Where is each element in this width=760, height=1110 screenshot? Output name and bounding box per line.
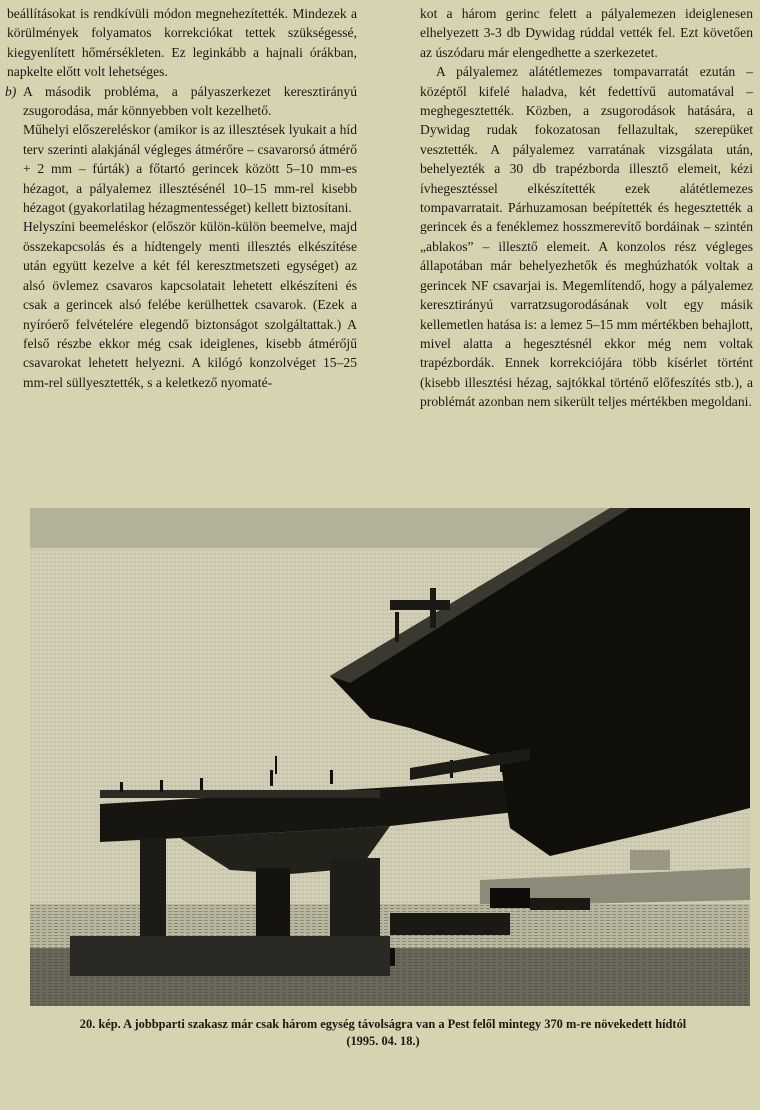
list-item-text: A második probléma, a pályaszerkezet keresztirányú zsugorodása, már könnyebben volt kezelhető.: [23, 83, 357, 119]
paragraph-site-lifting: Helyszíni beemeléskor (először külön-külön beemelve, majd összekapcsolás és a hídtengely menti illesztés elkészítése után együtt kezelve a két fél keresztmetszeti egységet) az alsó övlemez csavaros kapcsolatait lehetett elkészíteni és csak a gerincek alsó felébe kerülhettek csavarok. (Ezek a nyíróerő felvételére elegendő biztonságot szolgáltattak.) A felső részbe ekkor még csak ideiglenes, kisebb átmérőjű csavarokat lehetett helyezni. A kilógó konzolvéget 15–25 mm-rel süllyesztették, s a keletkező nyomaté-: [23, 219, 357, 390]
figure-caption: [18, 1016, 748, 1050]
paragraph-welding: A pályalemez alátétlemezes tompavarratát ezután – középtől kifelé haladva, két fedettívű automatával – meghegesztették. Közben, a zsugorodások hatására, a Dywidag rudak fokozatosan fellazultak, szerepüket vesztették. A pályalemez varratának vizsgálata után, behelyezték a 30 db trapézborda illesztő elemeit, kézi ívhegesztéssel elkészítették ezek alátétlemezes tompavarratait. Párhuzamosan beépítették és hegesztették a gerincek és a fenéklemez hosszmerevítő bordáinak – szintén „ablakos” – illesztő elemeit. A konzolos rész végleges állapotában már behelyezhetők és meghúzhatók voltak a gerincek NF csavarjai is. Megemlítendő, hogy a pályalemez keresztirányú varratzsugorodásának volt egy másik kellemetlen hatása is: a lemez 5–15 mm mértékben behajlott, mivel alatta a hegesztésnél ekkor még nem voltak trapézbordák. Ennek korrekciójára több kísérlet történt (kisebb illesztési hézag, sajtókkal történő előfeszítés stb.), a problémát azonban nem sikerült teljes mértékben megoldani.: [420, 64, 753, 410]
caption-line-1: 20. kép. A jobbparti szakasz már csak három egység távolságra van a Pest felől mintegy 370 m-re növekedett hídtól: [79, 1017, 687, 1031]
list-marker: b): [5, 83, 17, 99]
list-item-b: [7, 82, 357, 121]
bridge-photo-illustration: [30, 508, 750, 1006]
right-text-column: [420, 4, 753, 412]
paragraph-continuation: beállításokat is rendkívüli módon megnehezítették. Mindezek a körülmények folyamatos korrekciókat tettek szükségessé, kiegyenlített hőmérsékleten. Ez leginkább a hajnali órákban, napkelte előtt volt lehetséges.: [7, 6, 357, 80]
paragraph-continuation-right: kot a három gerinc felett a pályalemezen ideiglenesen elhelyezett 3-3 db Dywidag rúddal vették fel. Ezt követően az úszódaru már elengedhette a szerkezetet.: [420, 6, 753, 60]
left-text-column: [7, 4, 357, 392]
paragraph-workshop: Műhelyi előszereléskor (amikor is az illesztések lyukait a híd terv szerinti alakjánál végleges átmérőre – csavarorsó átmérő + 2 mm – fúrták) a főtartó gerincek között 5–10 mm-es hézagot, a pályalemez illesztésénél 10–15 mm-rel kisebb hézagot (gyakorlatilag hézagmentességet) kellett biztosítani.: [23, 122, 357, 216]
bridge-construction-photo: [30, 508, 750, 1006]
caption-line-2: (1995. 04. 18.): [346, 1034, 420, 1048]
